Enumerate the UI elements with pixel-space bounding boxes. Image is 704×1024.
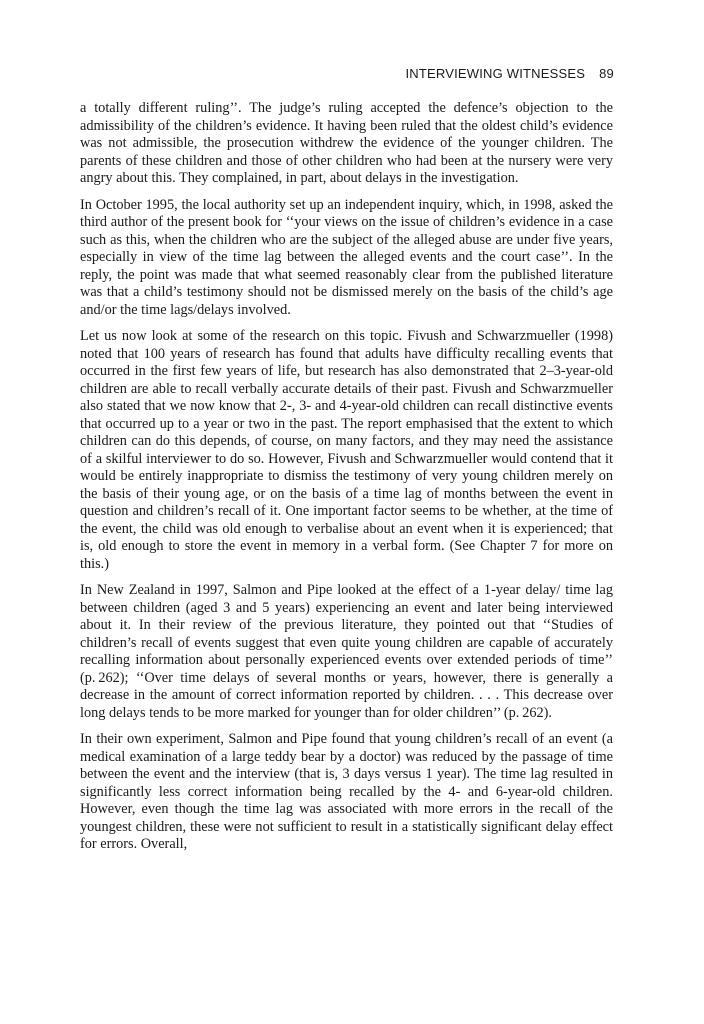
paragraph-1: a totally different ruling’’. The judge’s ruling accepted the defence’s objection to the admissibility of the children’s evidence. It having been ruled that the oldest child’s evidence was not admissible, the prosecution withdrew the evidence of the younger children. The parents of these children and those of other children who had been at the nursery were very angry about this. They complained, in part, about delays in the investigation. (80, 100, 613, 186)
body-text (80, 100, 613, 863)
paragraph-2: In October 1995, the local authority set up an independent inquiry, which, in 1998, asked the third author of the present book for ‘‘your views on the issue of children’s evidence in a case such as this, when the children who are the subject of the alleged abuse are under five years, especially in view of the time lag between the alleged events and the court case’’. In the reply, the point was made that what seemed reasonably clear from the published literature was that a child’s testimony should not be dismissed merely on the basis of the child’s age and/or the time lags/delays involved. (80, 196, 613, 318)
paragraph-3: Let us now look at some of the research on this topic. Fivush and Schwarzmueller (1998) noted that 100 years of research has found that adults have difficulty recalling events that occurred in the first few years of life, but research has also demonstrated that 2–3-year-old children are able to recall verbally accurate details of their past. Fivush and Schwarzmueller also stated that we now know that 2-, 3- and 4-year-old children can recall distinctive events that occurred up to a year or two in the past. The report emphasised that the extent to which children can do this depends, of course, on many factors, and they may need the assistance of a skilful interviewer to do so. However, Fivush and Schwarzmueller would contend that it would be entirely inappropriate to dismiss the testimony of very young children merely on the basis of their young age, or on the basis of a time lag of months between the event in question and children’s recall of it. One important factor seems to be whether, at the time of the event, the child was old enough to verbalise about an event when it is experienced; that is, old enough to store the event in memory in a verbal form. (See Chapter 7 for more on this.) (80, 328, 613, 572)
paragraph-5: In their own experiment, Salmon and Pipe found that young children’s recall of an event (a medical examination of a large teddy bear by a doctor) was reduced by the passage of time between the event and the interview (that is, 3 days versus 1 year). The time lag resulted in significantly less correct information being recalled by the 4- and 6-year-old children. However, even though the time lag was associated with more errors in the recall of the youngest children, these were not sufficient to result in a statistically significant delay effect for errors. Overall, (80, 731, 613, 852)
running-header (405, 66, 614, 81)
page-number: 89 (599, 66, 614, 81)
running-title: INTERVIEWING WITNESSES (405, 66, 586, 81)
paragraph-4: In New Zealand in 1997, Salmon and Pipe looked at the effect of a 1-year delay/ time lag between children (aged 3 and 5 years) experiencing an event and later being interviewed about it. In their review of the previous literature, they pointed out that ‘‘Studies of children’s recall of events suggest that even quite young children are capable of accurately recalling information about personally experienced events over extended periods of time’’ (p. 262); ‘‘Over time delays of several months or years, however, there is generally a decrease in the amount of correct information reported by children. . . . This decrease over long delays tends to be more marked for younger than for older children’’ (p. 262). (80, 582, 613, 721)
